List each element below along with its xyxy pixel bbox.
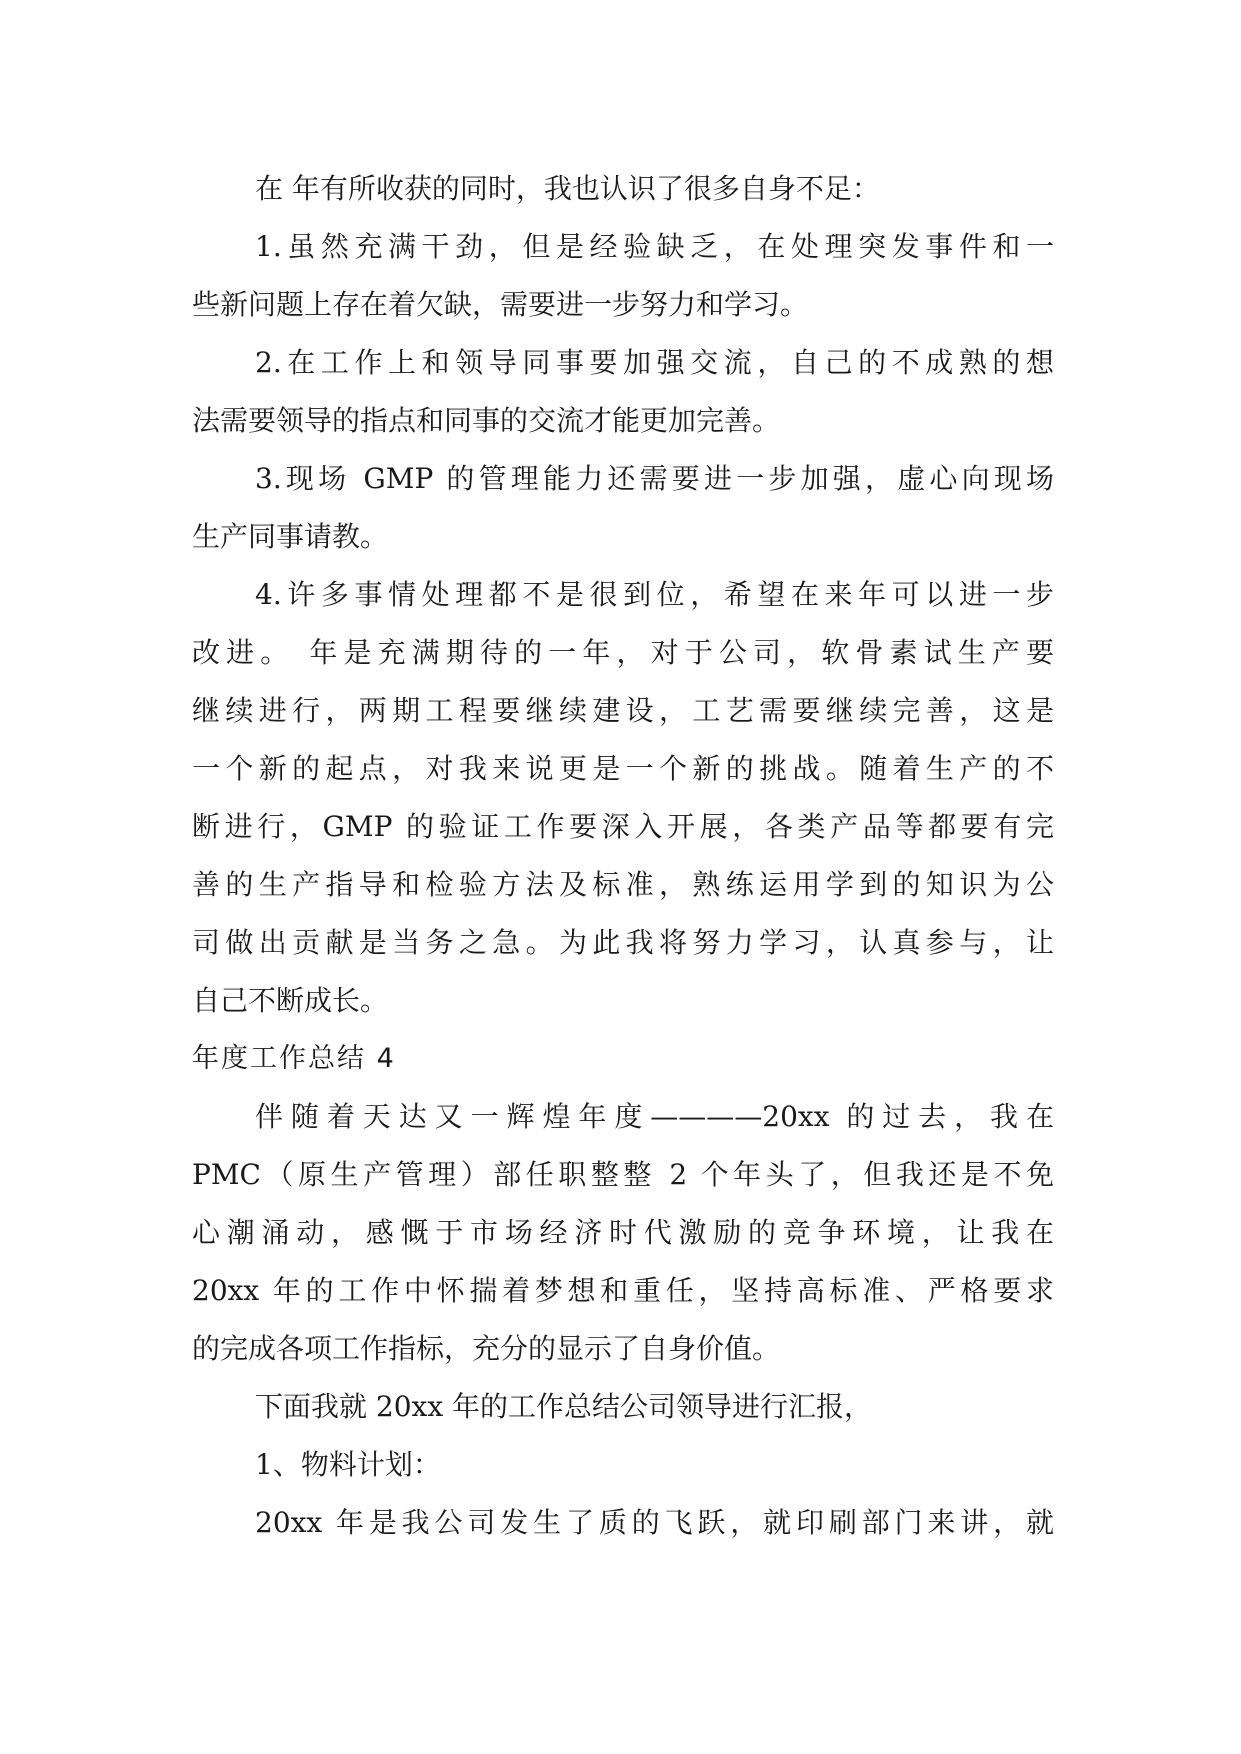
list-item-line: 2.在工作上和领导同事要加强交流，自己的不成熟的想 (255, 346, 1054, 379)
paragraph-line: 的完成各项工作指标，充分的显示了自身价值。 (192, 1332, 781, 1365)
document-body (192, 160, 1054, 1552)
paragraph-line: PMC（原生产管理）部任职整整 2 个年头了，但我还是不免 (192, 1158, 1054, 1191)
paragraph-line: 一个新的起点，对我来说更是一个新的挑战。随着生产的不 (192, 752, 1054, 785)
paragraph-line: 法需要领导的指点和同事的交流才能更加完善。 (192, 404, 781, 437)
list-item-line: 1、物料计划： (255, 1448, 441, 1481)
paragraph-line: 20xx 年的工作中怀揣着梦想和重任，坚持高标准、严格要求 (192, 1274, 1054, 1307)
paragraph-line: 伴随着天达又一辉煌年度————20xx 的过去，我在 (255, 1100, 1054, 1133)
list-item-line: 3.现场 GMP 的管理能力还需要进一步加强，虚心向现场 (255, 462, 1054, 495)
paragraph-line: 自己不断成长。 (192, 984, 389, 1017)
list-item-line: 1.虽然充满干劲，但是经验缺乏，在处理突发事件和一 (255, 230, 1054, 263)
paragraph-line: 些新问题上存在着欠缺，需要进一步努力和学习。 (192, 288, 809, 321)
paragraph-line: 下面我就 20xx 年的工作总结公司领导进行汇报， (255, 1390, 873, 1423)
paragraph-line: 司做出贡献是当务之急。为此我将努力学习，认真参与，让 (192, 926, 1054, 959)
paragraph-line: 善的生产指导和检验方法及标准，熟练运用学到的知识为公 (192, 868, 1054, 901)
paragraph-line: 在 年有所收获的同时，我也认识了很多自身不足： (255, 172, 880, 205)
list-item-line: 4.许多事情处理都不是很到位，希望在来年可以进一步 (255, 578, 1054, 611)
paragraph-line: 改进。 年是充满期待的一年，对于公司，软骨素试生产要 (192, 636, 1054, 669)
paragraph-line: 继续进行，两期工程要继续建设，工艺需要继续完善，这是 (192, 694, 1054, 727)
paragraph-line: 心潮涌动，感慨于市场经济时代激励的竞争环境，让我在 (192, 1216, 1054, 1249)
section-heading: 年度工作总结 4 (192, 1043, 396, 1074)
paragraph-line: 20xx 年是我公司发生了质的飞跃，就印刷部门来讲，就 (255, 1506, 1054, 1539)
paragraph-line: 生产同事请教。 (192, 520, 389, 553)
paragraph-line: 断进行，GMP 的验证工作要深入开展，各类产品等都要有完 (192, 810, 1054, 843)
